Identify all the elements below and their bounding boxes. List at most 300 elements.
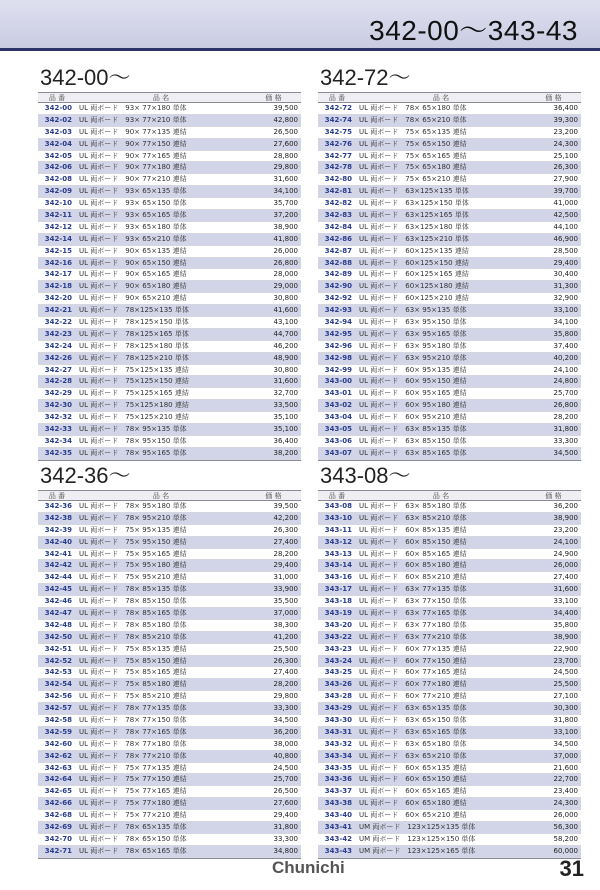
product-code: 342-46: [44, 597, 72, 606]
table-row: [318, 353, 581, 365]
product-price: 31,800: [273, 823, 298, 832]
product-name: UL 両ボード 78×125×150 単体: [79, 318, 189, 327]
product-code: 342-28: [44, 377, 72, 386]
product-name: UL 両ボード 75×125×165 連結: [79, 389, 189, 398]
product-code: 343-30: [324, 716, 352, 725]
product-code: 342-64: [44, 775, 72, 784]
product-name: UL 両ボード 60× 85×165 連結: [359, 549, 467, 558]
product-code: 343-35: [324, 763, 352, 772]
table-row: [318, 774, 581, 786]
table-row: [38, 198, 301, 210]
product-price: 22,900: [553, 644, 578, 653]
product-price: 40,200: [553, 353, 578, 362]
product-name: UL 両ボード 78×125×165 単体: [79, 329, 189, 338]
product-price: 24,900: [553, 549, 578, 558]
table-row: [38, 537, 301, 549]
product-price: 33,500: [273, 401, 298, 410]
product-name: UL 両ボード 75× 65×165 連結: [359, 151, 467, 160]
table-body: [38, 501, 301, 858]
product-name: UL 両ボード 75×125×135 連結: [79, 365, 189, 374]
table-row: [318, 388, 581, 400]
product-price: 60,000: [553, 846, 578, 855]
product-name: UL 両ボード 63× 95×180 単体: [359, 341, 467, 350]
product-code: 342-42: [44, 561, 72, 570]
table-row: [318, 644, 581, 656]
product-code: 342-54: [44, 680, 72, 689]
table-row: [38, 162, 301, 174]
product-price: 37,000: [553, 751, 578, 760]
product-price: 34,500: [553, 739, 578, 748]
product-name: UL 両ボード 63× 95×135 単体: [359, 306, 467, 315]
table-row: [38, 258, 301, 270]
product-price: 28,200: [273, 680, 298, 689]
product-code: 343-23: [324, 644, 352, 653]
product-name: UL 両ボード 63× 85×165 単体: [359, 448, 467, 457]
table-row: [38, 786, 301, 798]
product-name: UL 両ボード 78× 65×150 単体: [79, 834, 187, 843]
product-name: UL 両ボード 78× 85×165 単体: [79, 609, 187, 618]
header-name: 品 名: [432, 492, 450, 500]
product-name: UL 両ボード 90× 77×210 連結: [79, 175, 187, 184]
product-name: UL 両ボード 90× 77×150 連結: [79, 139, 187, 148]
table-row: [318, 501, 581, 513]
product-name: UL 両ボード 78× 95×180 単体: [79, 502, 187, 510]
product-code: 342-65: [44, 787, 72, 796]
product-price: 25,100: [553, 151, 578, 160]
product-code: 342-80: [324, 175, 352, 184]
section-342-00: [38, 64, 301, 461]
product-price: 34,400: [553, 609, 578, 618]
product-name: UL 両ボード 78× 95×150 単体: [79, 436, 187, 445]
table-row: [318, 560, 581, 572]
product-name: UL 両ボード 78× 77×180 単体: [79, 739, 187, 748]
product-name: UL 両ボード 75× 85×135 連結: [79, 644, 187, 653]
table-row: [38, 151, 301, 163]
product-code: 342-21: [44, 306, 72, 315]
section-343-08: [318, 462, 581, 859]
table-row: [318, 763, 581, 775]
table-row: [38, 388, 301, 400]
product-name: UL 両ボード 63× 65×150 単体: [359, 716, 467, 725]
product-code: 342-52: [44, 656, 72, 665]
table-row: [318, 715, 581, 727]
table-row: [38, 798, 301, 810]
product-name: UL 両ボード 60×125×150 連結: [359, 258, 469, 267]
product-price: 27,100: [553, 692, 578, 701]
product-price: 33,300: [273, 834, 298, 843]
table-row: [38, 341, 301, 353]
table-row: [318, 234, 581, 246]
product-price: 27,600: [273, 139, 298, 148]
table-row: [38, 667, 301, 679]
product-name: UL 両ボード 90× 65×150 連結: [79, 258, 187, 267]
product-code: 342-89: [324, 270, 352, 279]
product-name: UL 両ボード 78× 77×165 単体: [79, 727, 187, 736]
product-name: UL 両ボード 60×125×165 連結: [359, 270, 469, 279]
table-row: [38, 513, 301, 525]
product-price: 28,200: [553, 413, 578, 422]
table-row: [38, 376, 301, 388]
product-price: 43,100: [273, 318, 298, 327]
product-name: UL 両ボード 78×125×210 単体: [79, 353, 189, 362]
product-name: UL 両ボード 75× 95×135 連結: [79, 525, 187, 534]
product-code: 343-19: [324, 609, 352, 618]
product-code: 342-93: [324, 306, 352, 315]
table-row: [38, 174, 301, 186]
table-row: [38, 560, 301, 572]
product-name: UL 両ボード 78×125×135 単体: [79, 306, 189, 315]
product-code: 342-83: [324, 211, 352, 220]
product-code: 342-29: [44, 389, 72, 398]
table-row: [38, 305, 301, 317]
product-name: UL 両ボード 75× 65×150 連結: [359, 139, 467, 148]
product-code: 343-24: [324, 656, 352, 665]
product-code: 343-22: [324, 632, 352, 641]
table-row: [318, 703, 581, 715]
product-code: 343-17: [324, 585, 352, 594]
table-body: [318, 103, 581, 460]
header-name: 品 名: [152, 94, 170, 102]
product-name: UL 両ボード 63× 65×210 単体: [359, 751, 467, 760]
table-row: [318, 436, 581, 448]
product-name: UL 両ボード 75×125×150 連結: [79, 377, 189, 386]
product-name: UL 両ボード 78× 65×210 単体: [359, 115, 467, 124]
product-code: 343-05: [324, 425, 352, 434]
table-row: [38, 846, 301, 858]
product-code: 342-92: [324, 294, 352, 303]
product-name: UL 両ボード 78× 65×180 単体: [359, 104, 467, 112]
table-header: [318, 491, 581, 501]
product-price: 40,800: [273, 751, 298, 760]
product-price: 46,900: [553, 234, 578, 243]
product-price: 38,900: [553, 632, 578, 641]
header-name: 品 名: [152, 492, 170, 500]
table-row: [318, 596, 581, 608]
product-code: 342-47: [44, 609, 72, 618]
product-price: 33,900: [273, 585, 298, 594]
product-price: 30,400: [553, 270, 578, 279]
price-table: [318, 490, 581, 859]
table-row: [318, 103, 581, 115]
table-row: [38, 234, 301, 246]
product-price: 44,700: [273, 329, 298, 338]
product-name: UL 両ボード 75× 77×165 連結: [79, 787, 187, 796]
product-name: UL 両ボード 63× 65×135 単体: [359, 704, 467, 713]
table-row: [318, 305, 581, 317]
product-price: 31,600: [553, 585, 578, 594]
product-price: 34,500: [273, 716, 298, 725]
product-code: 342-35: [44, 448, 72, 457]
product-price: 30,800: [273, 365, 298, 374]
product-price: 31,300: [553, 282, 578, 291]
product-code: 342-18: [44, 282, 72, 291]
product-price: 24,300: [553, 799, 578, 808]
product-price: 24,500: [553, 668, 578, 677]
product-code: 342-82: [324, 199, 352, 208]
product-name: UL 両ボード 63× 85×180 単体: [359, 502, 467, 510]
product-price: 44,100: [553, 222, 578, 231]
product-code: 342-22: [44, 318, 72, 327]
product-name: UL 両ボード 60× 65×135 連結: [359, 763, 467, 772]
product-code: 343-25: [324, 668, 352, 677]
product-name: UL 両ボード 60× 85×135 連結: [359, 525, 467, 534]
product-name: UL 両ボード 75× 65×180 連結: [359, 163, 467, 172]
table-row: [38, 620, 301, 632]
product-code: 342-15: [44, 246, 72, 255]
product-code: 343-36: [324, 775, 352, 784]
product-name: UL 両ボード 90× 77×180 連結: [79, 163, 187, 172]
product-code: 342-30: [44, 401, 72, 410]
product-price: 26,300: [273, 656, 298, 665]
product-code: 343-31: [324, 727, 352, 736]
table-row: [318, 537, 581, 549]
product-name: UL 両ボード 75× 65×135 連結: [359, 127, 467, 136]
table-row: [318, 798, 581, 810]
product-price: 39,500: [273, 502, 298, 510]
product-code: 342-63: [44, 763, 72, 772]
product-price: 35,800: [553, 620, 578, 629]
product-price: 36,400: [273, 436, 298, 445]
product-code: 343-08: [324, 502, 352, 510]
product-name: UL 両ボード 60× 95×135 連結: [359, 365, 467, 374]
header-code: 品 番: [48, 94, 66, 102]
product-name: UM 両ボード 123×125×135 単体: [359, 823, 476, 832]
product-name: UL 両ボード 93× 77×180 単体: [79, 104, 187, 112]
product-code: 342-86: [324, 234, 352, 243]
product-code: 343-02: [324, 401, 352, 410]
product-name: UL 両ボード 78× 85×150 単体: [79, 597, 187, 606]
product-price: 29,400: [273, 811, 298, 820]
product-code: 342-59: [44, 727, 72, 736]
product-code: 342-05: [44, 151, 72, 160]
product-code: 342-33: [44, 425, 72, 434]
table-row: [38, 365, 301, 377]
product-name: UL 両ボード 75× 77×180 連結: [79, 799, 187, 808]
section-title: 342-36～: [40, 463, 131, 488]
product-name: UL 両ボード 60× 65×180 連結: [359, 799, 467, 808]
table-row: [38, 596, 301, 608]
product-name: UL 両ボード 63× 77×135 単体: [359, 585, 467, 594]
product-name: UM 両ボード 123×125×150 単体: [359, 834, 476, 843]
product-price: 29,800: [273, 692, 298, 701]
product-name: UL 両ボード 63× 77×165 単体: [359, 609, 467, 618]
product-code: 342-98: [324, 353, 352, 362]
table-row: [318, 572, 581, 584]
product-code: 342-72: [324, 104, 352, 112]
product-code: 342-94: [324, 318, 352, 327]
table-row: [318, 258, 581, 270]
product-code: 342-48: [44, 620, 72, 629]
table-row: [38, 703, 301, 715]
header-code: 品 番: [48, 492, 66, 500]
header-price: 価 格: [265, 492, 282, 500]
product-code: 343-00: [324, 377, 352, 386]
product-code: 342-04: [44, 139, 72, 148]
product-price: 35,800: [553, 329, 578, 338]
product-code: 342-26: [44, 353, 72, 362]
product-code: 342-00: [44, 104, 72, 112]
product-price: 27,400: [273, 537, 298, 546]
product-code: 342-71: [44, 846, 72, 855]
product-code: 342-57: [44, 704, 72, 713]
table-row: [38, 608, 301, 620]
product-code: 342-84: [324, 222, 352, 231]
product-code: 343-43: [324, 846, 352, 855]
product-price: 27,900: [553, 175, 578, 184]
product-price: 26,500: [273, 127, 298, 136]
product-price: 41,600: [273, 306, 298, 315]
product-name: UL 両ボード 60× 85×180 連結: [359, 561, 467, 570]
table-row: [38, 210, 301, 222]
table-row: [318, 412, 581, 424]
product-code: 342-11: [44, 211, 72, 220]
page-title: 342-00～343-43: [369, 15, 578, 46]
product-name: UL 両ボード 75× 65×210 連結: [359, 175, 467, 184]
section-title: 342-72～: [320, 65, 411, 90]
product-code: 342-34: [44, 436, 72, 445]
product-price: 31,000: [273, 573, 298, 582]
product-name: UL 両ボード 63× 85×135 単体: [359, 425, 467, 434]
product-name: UL 両ボード 63× 85×150 単体: [359, 436, 467, 445]
product-name: UL 両ボード 63×125×150 単体: [359, 199, 469, 208]
product-name: UL 両ボード 93× 65×180 単体: [79, 222, 187, 231]
product-name: UL 両ボード 78×125×180 単体: [79, 341, 189, 350]
product-price: 38,900: [273, 222, 298, 231]
table-row: [318, 739, 581, 751]
product-name: UL 両ボード 93× 65×165 単体: [79, 211, 187, 220]
table-row: [38, 763, 301, 775]
product-name: UL 両ボード 75× 85×165 連結: [79, 668, 187, 677]
product-price: 34,100: [553, 318, 578, 327]
product-name: UL 両ボード 78× 85×210 単体: [79, 632, 187, 641]
table-row: [38, 115, 301, 127]
product-code: 343-13: [324, 549, 352, 558]
product-code: 342-20: [44, 294, 72, 303]
table-row: [318, 198, 581, 210]
product-name: UL 両ボード 60×125×210 連結: [359, 294, 469, 303]
product-price: 38,300: [273, 620, 298, 629]
product-price: 32,900: [553, 294, 578, 303]
table-row: [38, 281, 301, 293]
product-price: 41,200: [273, 632, 298, 641]
product-code: 343-34: [324, 751, 352, 760]
product-code: 342-12: [44, 222, 72, 231]
product-price: 48,900: [273, 353, 298, 362]
table-row: [318, 329, 581, 341]
table-row: [318, 293, 581, 305]
product-name: UL 両ボード 75× 85×150 連結: [79, 656, 187, 665]
table-row: [318, 174, 581, 186]
product-code: 342-16: [44, 258, 72, 267]
product-price: 41,800: [273, 234, 298, 243]
product-code: 342-41: [44, 549, 72, 558]
product-code: 343-18: [324, 597, 352, 606]
product-price: 26,000: [553, 561, 578, 570]
product-name: UL 両ボード 60× 77×210 連結: [359, 692, 467, 701]
product-code: 343-01: [324, 389, 352, 398]
product-name: UL 両ボード 90× 65×165 連結: [79, 270, 187, 279]
product-code: 342-10: [44, 199, 72, 208]
product-price: 36,400: [553, 104, 578, 112]
product-price: 30,300: [553, 704, 578, 713]
product-price: 28,200: [273, 549, 298, 558]
product-name: UL 両ボード 63× 65×165 単体: [359, 727, 467, 736]
product-name: UL 両ボード 78× 77×135 単体: [79, 704, 187, 713]
product-price: 25,500: [273, 644, 298, 653]
page-number: 31: [559, 856, 584, 881]
table-row: [318, 632, 581, 644]
table-row: [38, 139, 301, 151]
table-row: [38, 246, 301, 258]
product-code: 342-58: [44, 716, 72, 725]
product-price: 23,700: [553, 656, 578, 665]
header-price: 価 格: [265, 94, 282, 102]
product-name: UL 両ボード 60× 77×165 連結: [359, 668, 467, 677]
table-row: [38, 269, 301, 281]
product-price: 29,800: [273, 163, 298, 172]
product-code: 343-29: [324, 704, 352, 713]
product-price: 38,000: [273, 739, 298, 748]
product-name: UL 両ボード 63× 95×150 単体: [359, 318, 467, 327]
product-name: UL 両ボード 63× 77×180 単体: [359, 620, 467, 629]
product-code: 342-14: [44, 234, 72, 243]
product-name: UL 両ボード 78× 95×210 単体: [79, 513, 187, 522]
product-name: UL 両ボード 63×125×180 単体: [359, 222, 469, 231]
product-name: UL 両ボード 63× 85×210 単体: [359, 513, 467, 522]
table-row: [38, 739, 301, 751]
product-name: UL 両ボード 60× 65×150 連結: [359, 775, 467, 784]
product-code: 343-38: [324, 799, 352, 808]
product-name: UL 両ボード 63×125×210 単体: [359, 234, 469, 243]
table-row: [318, 341, 581, 353]
product-code: 343-41: [324, 823, 352, 832]
product-name: UL 両ボード 75× 77×150 連結: [79, 775, 187, 784]
price-table: [38, 92, 301, 461]
table-row: [318, 727, 581, 739]
table-row: [38, 572, 301, 584]
product-name: UL 両ボード 63× 77×150 単体: [359, 597, 467, 606]
product-name: UL 両ボード 75× 95×210 連結: [79, 573, 187, 582]
product-code: 342-44: [44, 573, 72, 582]
table-row: [318, 691, 581, 703]
product-price: 33,300: [553, 436, 578, 445]
section-title: 342-00～: [40, 65, 131, 90]
table-row: [318, 656, 581, 668]
product-name: UL 両ボード 78× 65×165 単体: [79, 846, 187, 855]
table-row: [38, 584, 301, 596]
product-price: 26,800: [273, 258, 298, 267]
table-row: [318, 127, 581, 139]
product-price: 58,200: [553, 834, 578, 843]
product-name: UL 両ボード 60× 65×165 連結: [359, 787, 467, 796]
table-row: [38, 822, 301, 834]
product-code: 342-39: [44, 525, 72, 534]
product-code: 342-66: [44, 799, 72, 808]
product-price: 38,200: [273, 448, 298, 457]
product-code: 342-56: [44, 692, 72, 701]
table-row: [318, 751, 581, 763]
product-name: UL 両ボード 78× 65×135 単体: [79, 823, 187, 832]
product-name: UL 両ボード 60× 95×165 連結: [359, 389, 467, 398]
table-row: [318, 822, 581, 834]
product-price: 31,800: [553, 716, 578, 725]
product-code: 343-07: [324, 448, 352, 457]
product-code: 342-68: [44, 811, 72, 820]
product-price: 28,500: [553, 246, 578, 255]
product-name: UL 両ボード 78× 95×135 単体: [79, 425, 187, 434]
product-price: 25,500: [553, 680, 578, 689]
product-name: UL 両ボード 63× 65×180 単体: [359, 739, 467, 748]
